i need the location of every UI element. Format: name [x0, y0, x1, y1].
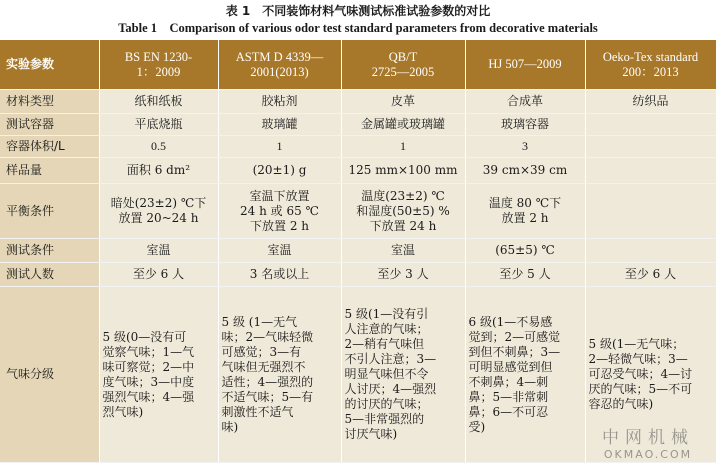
table-cell: 125 mm×100 mm — [341, 158, 465, 184]
table-row — [0, 263, 716, 287]
table-cell: 玻璃罐 — [218, 114, 341, 136]
table-cell: (20±1) g — [218, 158, 341, 184]
table-cell: 合成革 — [465, 90, 585, 114]
table-row — [0, 184, 716, 239]
header-label: 实验参数 — [0, 40, 99, 90]
table-cell: 室温 — [99, 239, 218, 263]
table-row — [0, 158, 716, 184]
table-cell: 1 — [341, 136, 465, 158]
comparison-table — [0, 40, 716, 463]
header-row — [0, 40, 716, 90]
row-label: 平衡条件 — [0, 184, 99, 239]
table-row — [0, 90, 716, 114]
table-cell — [585, 239, 716, 263]
table-cell: 至少 6 人 — [585, 263, 716, 287]
table-cell: 0.5 — [99, 136, 218, 158]
header-std-astm: ASTM D 4339— 2001(2013) — [218, 40, 341, 90]
row-label: 测试条件 — [0, 239, 99, 263]
row-label: 容器体积/L — [0, 136, 99, 158]
table-cell: 5 级(1—没有引 人注意的气味； 2—稍有气味但 不引人注意；3— 明显气味但不令 人讨厌；4—强烈 的讨厌的气味； 5—非常强烈的 讨厌气味) — [341, 287, 465, 463]
table-cell: 5 级 (1—无气 味；2—气味轻微 可感觉；3—有 气味但无强烈不 适性；4—强烈的 不适气味；5—有 刺激性不适气 味) — [218, 287, 341, 463]
table-cell: 39 cm×39 cm — [465, 158, 585, 184]
row-label: 材料类型 — [0, 90, 99, 114]
header-std-qbt: QB/T 2725—2005 — [341, 40, 465, 90]
table-cell: 金属罐或玻璃罐 — [341, 114, 465, 136]
table-row — [0, 114, 716, 136]
table-cell: 5 级(0—没有可 觉察气味；1—气 味可察觉；2—中 度气味；3—中度 强烈气味；4—强 烈气味) — [99, 287, 218, 463]
header-std-hj: HJ 507—2009 — [465, 40, 585, 90]
table-row — [0, 239, 716, 263]
table-cell: 暗处(23±2) ℃下 放置 20~24 h — [99, 184, 218, 239]
table-cell: 至少 6 人 — [99, 263, 218, 287]
table-cell — [585, 136, 716, 158]
watermark — [602, 429, 694, 461]
table-title-en: Table 1 Comparison of various odor test standard parameters from decorative materials — [118, 21, 598, 35]
table-cell: 平底烧瓶 — [99, 114, 218, 136]
table-cell: 玻璃容器 — [465, 114, 585, 136]
header-std-bs-en: BS EN 1230- 1：2009 — [99, 40, 218, 90]
table-title-cn: 表 1 不同装饰材料气味测试标准试验参数的对比 — [225, 4, 491, 18]
table-cell: 3 — [465, 136, 585, 158]
table-cell: 6 级(1—不易感 觉到；2—可感觉 到但不刺鼻；3— 可明显感觉到但 不刺鼻；4—刺 鼻；5—非常刺 鼻；6—不可忍 受) — [465, 287, 585, 463]
watermark-line-1: 中网机械 — [602, 428, 694, 448]
row-label: 测试容器 — [0, 114, 99, 136]
table-cell: 5 级(1—无气味； 2—轻微气味；3— 可忍受气味；4—讨 厌的气味；5—不可 容忍的气味) — [585, 287, 716, 463]
row-label: 样品量 — [0, 158, 99, 184]
table-cell: 室温 — [218, 239, 341, 263]
watermark-line-2: OKMAO.COM — [603, 448, 693, 461]
header-std-oeko-tex: Oeko-Tex standard 200：2013 — [585, 40, 716, 90]
table-cell — [585, 184, 716, 239]
table-cell: 1 — [218, 136, 341, 158]
table-cell: 纺织品 — [585, 90, 716, 114]
table-cell: 室温下放置 24 h 或 65 ℃ 下放置 2 h — [218, 184, 341, 239]
row-label: 测试人数 — [0, 263, 99, 287]
row-label: 气味分级 — [0, 287, 99, 463]
table-row — [0, 136, 716, 158]
table-cell: 至少 5 人 — [465, 263, 585, 287]
table-cell: 胶粘剂 — [218, 90, 341, 114]
table-cell: 面积 6 dm² — [99, 158, 218, 184]
table-cell: 温度 80 ℃下 放置 2 h — [465, 184, 585, 239]
table-cell: (65±5) ℃ — [465, 239, 585, 263]
table-cell: 至少 3 人 — [341, 263, 465, 287]
table-cell: 纸和纸板 — [99, 90, 218, 114]
table-cell: 3 名或以上 — [218, 263, 341, 287]
table-cell — [585, 114, 716, 136]
table-cell: 室温 — [341, 239, 465, 263]
table-cell — [585, 158, 716, 184]
table-cell: 温度(23±2) ℃ 和湿度(50±5) % 下放置 24 h — [341, 184, 465, 239]
table-cell: 皮革 — [341, 90, 465, 114]
